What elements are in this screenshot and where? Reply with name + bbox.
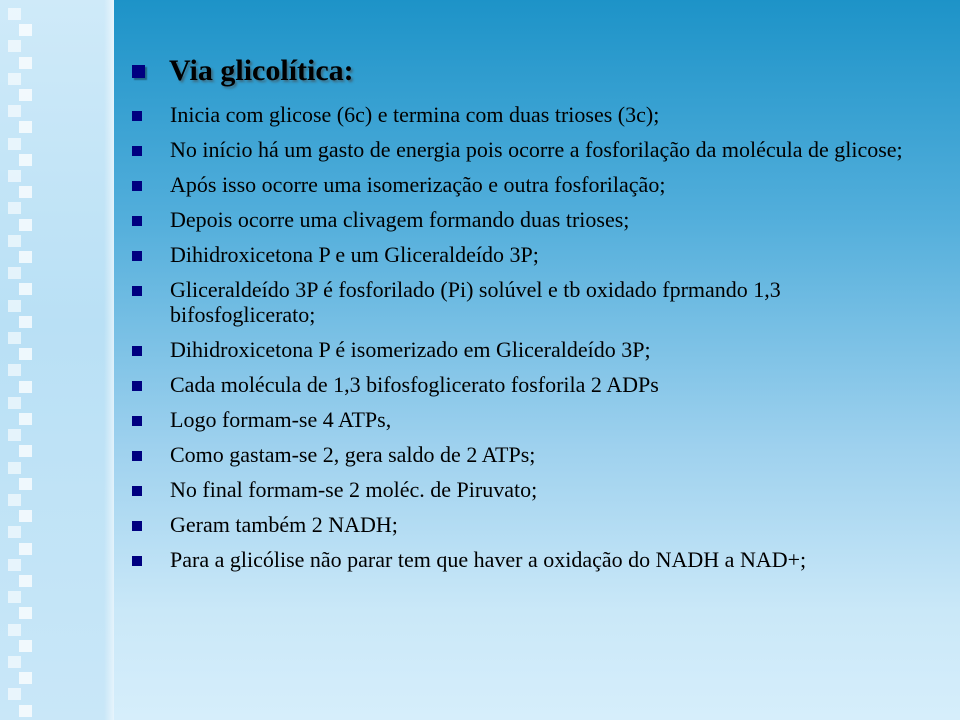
- decorative-square: [8, 73, 21, 85]
- square-bullet-icon: [132, 346, 142, 356]
- bullet-text: Inicia com glicose (6c) e termina com duas trioses (3c);: [170, 102, 660, 127]
- slide-title: Via glicolítica:: [169, 54, 354, 87]
- decorative-square: [19, 510, 32, 522]
- bullet-text: Depois ocorre uma clivagem formando duas trioses;: [170, 207, 630, 232]
- decorative-square: [19, 89, 32, 101]
- bullet-item: [132, 337, 932, 362]
- decorative-square: [19, 478, 32, 490]
- decorative-square: [8, 300, 21, 312]
- decorative-square: [8, 332, 21, 344]
- decorative-square: [19, 283, 32, 295]
- decorative-square: [19, 381, 32, 393]
- bullet-item: [132, 477, 932, 502]
- decorative-square: [19, 413, 32, 425]
- bullet-item: [132, 407, 932, 432]
- square-bullet-icon: [132, 181, 142, 191]
- bullet-text: Após isso ocorre uma isomerização e outra fosforilação;: [170, 172, 666, 197]
- decorative-square: [8, 656, 21, 668]
- decorative-square: [19, 186, 32, 198]
- square-bullet-icon: [132, 451, 142, 461]
- decorative-square: [8, 688, 21, 700]
- bullet-item: [132, 172, 932, 197]
- decorative-square: [8, 462, 21, 474]
- decorative-square: [19, 57, 32, 69]
- decorative-square: [8, 526, 21, 538]
- slide-content: [132, 54, 932, 582]
- decorative-square: [8, 8, 21, 20]
- decorative-square: [19, 640, 32, 652]
- decorative-square: [8, 138, 21, 150]
- decorative-square: [19, 543, 32, 555]
- square-bullet-icon: [132, 251, 142, 261]
- decorative-square: [8, 429, 21, 441]
- title-row: [132, 54, 932, 88]
- decorative-square: [19, 251, 32, 263]
- decorative-square: [8, 105, 21, 117]
- bullet-item: [132, 547, 932, 572]
- bullet-text: Como gastam-se 2, gera saldo de 2 ATPs;: [170, 442, 536, 467]
- decorative-square: [19, 121, 32, 133]
- decorative-squares: [8, 0, 32, 720]
- decorative-square: [8, 624, 21, 636]
- decorative-square: [8, 591, 21, 603]
- square-bullet-icon: [132, 216, 142, 226]
- decorative-square: [8, 364, 21, 376]
- square-bullet-icon: [132, 286, 142, 296]
- bullet-item: [132, 512, 932, 537]
- decorative-square: [19, 705, 32, 717]
- decorative-square: [19, 154, 32, 166]
- square-bullet-icon: [132, 65, 145, 78]
- square-bullet-icon: [132, 111, 142, 121]
- decorative-square: [19, 316, 32, 328]
- bullet-item: [132, 277, 932, 327]
- decorative-square: [8, 397, 21, 409]
- decorative-square: [19, 575, 32, 587]
- decorative-square: [19, 672, 32, 684]
- decorative-square: [19, 24, 32, 36]
- decorative-side-strip: [0, 0, 114, 720]
- decorative-square: [19, 219, 32, 231]
- decorative-square: [19, 607, 32, 619]
- bullet-item: [132, 372, 932, 397]
- decorative-square: [8, 267, 21, 279]
- bullet-text: No final formam-se 2 moléc. de Piruvato;: [170, 477, 538, 502]
- bullet-list: [132, 102, 932, 572]
- bullet-text: No início há um gasto de energia pois ocorre a fosforilação da molécula de glicose;: [170, 137, 903, 162]
- decorative-square: [8, 40, 21, 52]
- decorative-square: [8, 494, 21, 506]
- decorative-square: [8, 559, 21, 571]
- square-bullet-icon: [132, 146, 142, 156]
- square-bullet-icon: [132, 416, 142, 426]
- bullet-text: Geram também 2 NADH;: [170, 512, 398, 537]
- bullet-text: Para a glicólise não parar tem que haver a oxidação do NADH a NAD+;: [170, 547, 807, 572]
- bullet-text: Dihidroxicetona P e um Gliceraldeído 3P;: [170, 242, 539, 267]
- decorative-square: [8, 170, 21, 182]
- bullet-text: Cada molécula de 1,3 bifosfoglicerato fosforila 2 ADPs: [170, 372, 659, 397]
- bullet-item: [132, 207, 932, 232]
- square-bullet-icon: [132, 486, 142, 496]
- bullet-item: [132, 442, 932, 467]
- square-bullet-icon: [132, 521, 142, 531]
- bullet-text: Gliceraldeído 3P é fosforilado (Pi) solúvel e tb oxidado fprmando 1,3 bifosfoglicerato;: [170, 277, 781, 327]
- bullet-text: Dihidroxicetona P é isomerizado em Gliceraldeído 3P;: [170, 337, 651, 362]
- decorative-square: [19, 348, 32, 360]
- bullet-item: [132, 102, 932, 127]
- bullet-item: [132, 137, 932, 162]
- square-bullet-icon: [132, 381, 142, 391]
- square-bullet-icon: [132, 556, 142, 566]
- decorative-square: [8, 235, 21, 247]
- decorative-square: [19, 445, 32, 457]
- bullet-text: Logo formam-se 4 ATPs,: [170, 407, 392, 432]
- bullet-item: [132, 242, 932, 267]
- decorative-square: [8, 202, 21, 214]
